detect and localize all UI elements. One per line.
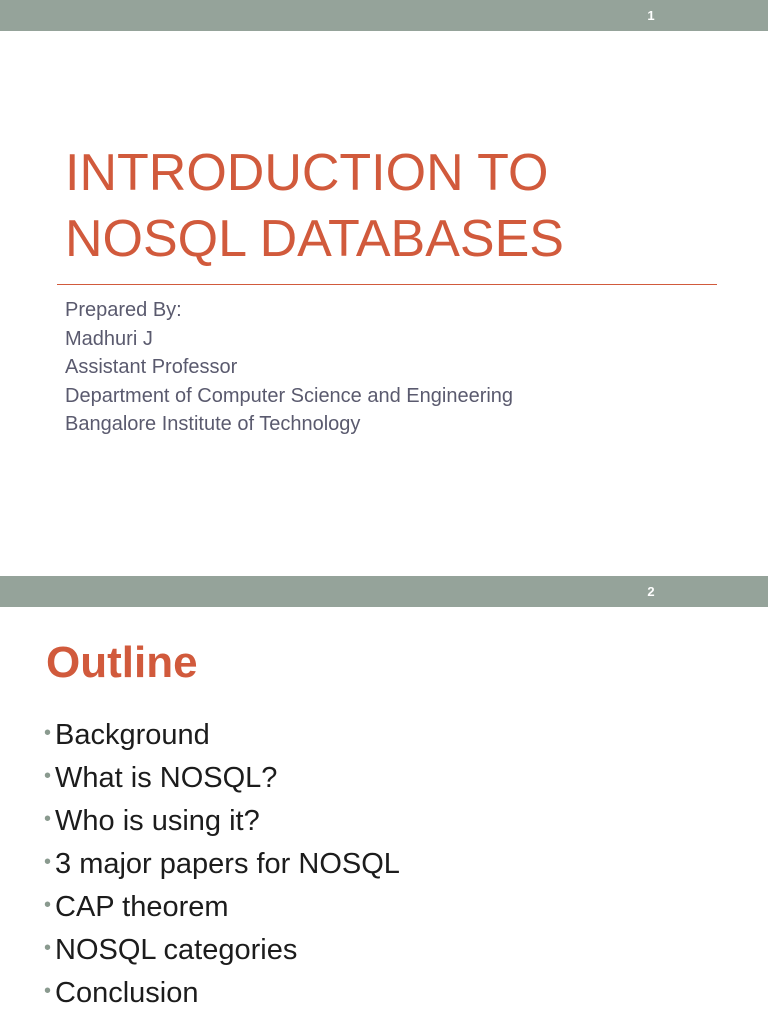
list-item-text: Conclusion: [55, 977, 199, 1009]
slide-2: [0, 576, 768, 1024]
list-item-text: NOSQL categories: [55, 934, 298, 966]
list-item: [44, 848, 400, 891]
list-item-text: CAP theorem: [55, 891, 229, 923]
slide-title-line-2: NOSQL DATABASES: [65, 210, 564, 268]
list-item: [44, 977, 400, 1020]
bullet-icon: •: [44, 851, 52, 873]
bullet-icon: •: [44, 894, 52, 916]
slide-number: 2: [647, 584, 655, 599]
bullet-icon: •: [44, 808, 52, 830]
bullet-icon: •: [44, 937, 52, 959]
list-item: [44, 762, 400, 805]
slide-header-band: [0, 0, 768, 31]
presenter-institution: Bangalore Institute of Technology: [65, 413, 361, 435]
slide-header-band: [0, 576, 768, 607]
presenter-info: [65, 296, 513, 439]
slide-title-line-1: INTRODUCTION TO: [65, 144, 549, 202]
slide-title: [65, 140, 745, 272]
list-item-text: What is NOSQL?: [55, 762, 278, 794]
list-item: [44, 805, 400, 848]
list-item-text: Background: [55, 719, 210, 751]
bullet-icon: •: [44, 765, 52, 787]
presenter-department: Department of Computer Science and Engineering: [65, 384, 514, 407]
title-divider: [57, 284, 717, 285]
list-item: [44, 719, 400, 762]
presenter-role: Assistant Professor: [65, 356, 238, 378]
list-item: [44, 891, 400, 934]
bullet-icon: •: [44, 722, 52, 744]
bullet-icon: •: [44, 980, 52, 1002]
presenter-name: Madhuri J: [65, 327, 153, 350]
list-item-text: Who is using it?: [55, 805, 260, 837]
list-item-text: 3 major papers for NOSQL: [55, 848, 400, 880]
outline-list: [44, 719, 400, 1020]
list-item: [44, 934, 400, 977]
prepared-by-label: Prepared By:: [65, 299, 182, 321]
slide-number: 1: [647, 8, 655, 23]
outline-title: Outline: [46, 638, 198, 687]
